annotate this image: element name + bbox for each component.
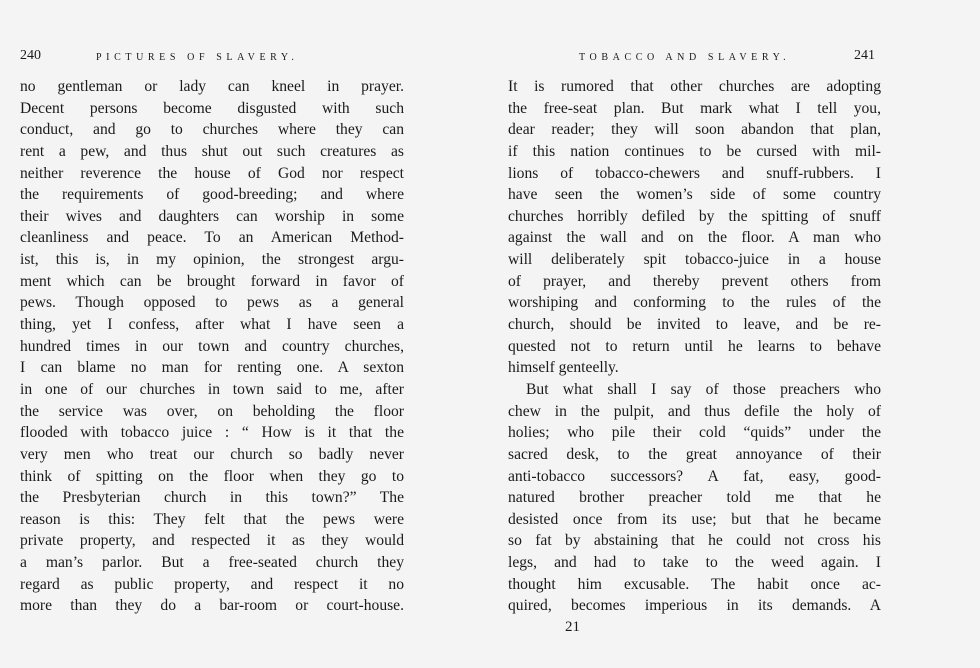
- text-line: the free-seat plan. But mark what I tell you,: [508, 99, 881, 117]
- text-line: neither reverence the house of God nor respect: [20, 164, 404, 182]
- text-line: in one of our churches in town said to me, after: [20, 380, 404, 398]
- text-line: thing, yet I confess, after what I have seen a: [20, 316, 404, 334]
- text-line: so fat by abstaining that he could not cross his: [508, 532, 881, 550]
- text-line: sacred desk, to the great annoyance of their: [508, 445, 881, 463]
- text-line: cleanliness and peace. To an American Method-: [20, 229, 404, 247]
- text-line: regard as public property, and respect it no: [20, 575, 404, 593]
- text-line: the Presbyterian church in this town?” The: [20, 489, 404, 507]
- right-page: [490, 0, 980, 668]
- text-line: himself genteelly.: [508, 359, 619, 377]
- text-line: rent a pew, and thus shut out such creatures as: [20, 142, 404, 160]
- text-line: flooded with tobacco juice : “ How is it that the: [20, 424, 404, 442]
- right-body-text: [508, 76, 881, 617]
- signature-mark: 21: [565, 619, 580, 635]
- text-line: quested not to return until he learns to behave: [508, 337, 881, 355]
- text-line: But what shall I say of those preachers who: [526, 380, 881, 398]
- left-body-text: [20, 76, 404, 617]
- text-line: Decent persons become disgusted with such: [20, 99, 404, 117]
- text-line: against the wall and on the floor. A man who: [508, 229, 881, 247]
- right-running-head: [490, 48, 980, 64]
- left-running-head: [0, 48, 420, 64]
- text-line: holies; who pile their cold “quids” under the: [508, 424, 881, 442]
- text-line: have seen the women’s side of some country: [508, 186, 881, 204]
- text-line: church, should be invited to leave, and be re-: [508, 316, 881, 334]
- text-line: reason is this: They felt that the pews were: [20, 510, 404, 528]
- text-line: their wives and daughters can worship in some: [20, 207, 404, 225]
- text-line: think of spitting on the floor when they go to: [20, 467, 404, 485]
- text-line: It is rumored that other churches are adopting: [508, 78, 881, 95]
- text-line: pews. Though opposed to pews as a general: [20, 294, 404, 312]
- text-line: worshiping and conforming to the rules of the: [508, 294, 881, 312]
- text-line: quired, becomes imperious in its demands. A: [508, 597, 881, 615]
- text-line: anti-tobacco successors? A fat, easy, good-: [508, 467, 881, 485]
- text-line: desisted once from its use; but that he became: [508, 510, 881, 528]
- left-running-title: PICTURES OF SLAVERY.: [96, 52, 299, 63]
- text-line: no gentleman or lady can kneel in prayer.: [20, 78, 404, 95]
- left-page-number: 240: [20, 48, 41, 63]
- text-line: the requirements of good-breeding; and where: [20, 186, 404, 204]
- text-line: ment which can be brought forward in favor of: [20, 272, 404, 290]
- text-line: I can blame no man for renting one. A sexton: [20, 359, 404, 377]
- text-line: if this nation continues to be cursed with mil-: [508, 142, 881, 160]
- text-line: hundred times in our town and country churches,: [20, 337, 404, 355]
- text-line: chew in the pulpit, and thus defile the holy of: [508, 402, 881, 420]
- text-line: conduct, and go to churches where they can: [20, 121, 404, 139]
- right-page-number: 241: [854, 48, 875, 63]
- text-line: churches horribly defiled by the spitting of snuff: [508, 207, 881, 225]
- text-line: of prayer, and thereby prevent others from: [508, 272, 881, 290]
- text-line: lions of tobacco-chewers and snuff-rubbers. I: [508, 164, 881, 182]
- text-line: a man’s parlor. But a free-seated church they: [20, 554, 404, 572]
- text-line: legs, and had to take to the weed again. I: [508, 554, 881, 572]
- text-line: ist, this is, in my opinion, the strongest argu-: [20, 251, 404, 269]
- text-line: more than they do a bar-room or court-house.: [20, 597, 404, 615]
- text-line: will deliberately spit tobacco-juice in a house: [508, 251, 881, 269]
- text-line: thought him excusable. The habit once ac-: [508, 575, 881, 593]
- text-line: very men who treat our church so badly never: [20, 445, 404, 463]
- text-line: private property, and respected it as they would: [20, 532, 404, 550]
- text-line: natured brother preacher told me that he: [508, 489, 881, 507]
- text-line: dear reader; they will soon abandon that plan,: [508, 121, 881, 139]
- right-running-title: TOBACCO AND SLAVERY.: [579, 52, 791, 63]
- text-line: the service was over, on beholding the floor: [20, 402, 404, 420]
